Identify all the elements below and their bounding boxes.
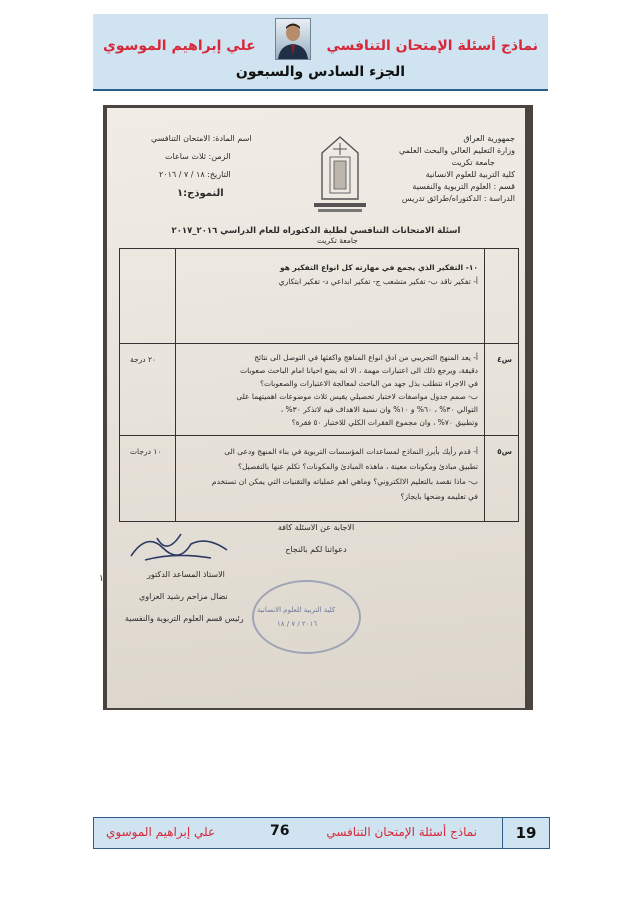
official-stamp [252, 580, 361, 654]
question-line: وتطبيق ٧٠% ، وان مجموع الفقرات الكلي للاختبار ٥٠ فقرة؟ [291, 418, 478, 427]
exam-info-line: التاريخ: ١٨ / ٧ / ٢٠١٦ [159, 170, 231, 179]
question-line: ب- صمم جدول مواصفات لاختبار تحصيلي يقيس ثلاث موضوعات اهميتهما على [236, 392, 478, 401]
university-crest-icon [300, 133, 380, 233]
institution-line: الدراسة : الدكتوراه/طرائق تدريس [401, 194, 515, 203]
question-marks: ١٠ درجات [130, 447, 162, 456]
table-divider [484, 249, 485, 521]
exam-paper [99, 108, 525, 708]
stamp-text: كلية التربية للعلوم الانسانية [257, 606, 336, 614]
question-line: ١٠- التفكير الذي يجمع في مهارته كل انواع التفكير هو [280, 263, 478, 272]
exam-info-line: الزمن: ثلاث ساعات [165, 152, 231, 161]
question-line: دقيقة، ويرجع ذلك الى اعتبارات مهمة ، الا انه يضع احيانا امام الباحث صعوبات [240, 366, 478, 375]
table-divider [120, 435, 518, 436]
institution-line: وزارة التعليم العالي والبحث العلمي [399, 146, 515, 155]
series-title: نماذج أسئلة الإمتحان التنافسي [326, 38, 538, 54]
signature-name: نضال مزاحم رشيد العزاوي [139, 592, 228, 601]
question-line: أ- تفكير ناقد ب- تفكير متشعب ج- تفكير ابداعي د- تفكير ابتكاري [278, 277, 478, 286]
signature-title: الاستاذ المساعد الدكتور [147, 570, 225, 579]
footer-author: علي إبراهيم الموسوي [106, 825, 216, 839]
question-line: ب- ماذا نقصد بالتعليم الالكتروني؟ وماهي اهم عملياته والتقنيات التي يمكن ان تستخدم [211, 477, 478, 486]
exam-questions-table [119, 248, 519, 522]
table-divider [175, 249, 176, 521]
institution-line: جامعة تكريت [451, 158, 495, 167]
part-title: الجزء السادس والسبعون [235, 64, 406, 80]
question-line: أ- قدم رأيك بأبرز النماذج لمساعدات المؤسسات التربوية في بناء المنهج ودعى الى [224, 447, 478, 456]
question-line: أ- يعد المنهج التجريبي من ادق انواع المناهج واكفئها في التوصل الى نتائج [254, 353, 478, 362]
question-line: تطبيق مبادئ ومكونات معينة ، ماهذه المبادئ والمكونات؟ تكلم عنها بالتفصيل؟ [238, 462, 478, 471]
stamp-date: ٢٠١٦ / ٧ / ١٨ [277, 620, 317, 628]
question-line: في الاجراء تتطلب بذل جهد من الباحث لمعالجة الاعتبارات والصعوبات؟ [259, 379, 478, 388]
footer-part-number: 76 [270, 823, 290, 839]
page-header [93, 14, 548, 91]
question-number: س٤ [497, 355, 512, 364]
question-number: س٥ [497, 447, 512, 456]
institution-line: جمهورية العراق [463, 134, 515, 143]
scanned-exam-image [99, 105, 533, 710]
signature-icon [127, 526, 232, 566]
question-line: في تعليمه وضحها بايجاز؟ [400, 492, 478, 501]
footer-series-title: نماذج أسئلة الإمتحان التنافسي [326, 825, 477, 839]
institution-line: قسم : العلوم التربوية والنفسية [412, 182, 515, 191]
exam-model: النموذج:١ [177, 188, 224, 199]
institution-line: كلية التربية للعلوم الانسانية [425, 170, 515, 179]
exam-title: اسئلة الامتحانات التنافسي لطلبة الدكتوراه للعام الدراسي ٢٠١٦_٢٠١٧ [171, 226, 461, 236]
question-marks: ٢٠ درجة [130, 355, 157, 364]
page-footer [93, 817, 550, 849]
margin-mark: ١ [99, 574, 104, 584]
question-line: التوالي ٣٠% ، ٦٠% و ١٠% وان نسبة الاهداف فيه لاتذكر ٣٠% ، [280, 405, 478, 414]
crest-label: جامعة تكريت [317, 236, 358, 245]
author-name: علي إبراهيم الموسوي [103, 38, 256, 54]
exam-info-line: اسم المادة: الامتحان التنافسي [151, 134, 252, 143]
page-number: 19 [502, 818, 549, 848]
author-photo [275, 18, 311, 60]
good-luck-note: دعواتنا لكم بالنجاح [285, 545, 347, 554]
table-divider [120, 343, 518, 344]
closing-note: الاجابة عن الاسئلة كافة [277, 523, 355, 532]
signature-role: رئيس قسم العلوم التربوية والنفسية [125, 614, 244, 623]
